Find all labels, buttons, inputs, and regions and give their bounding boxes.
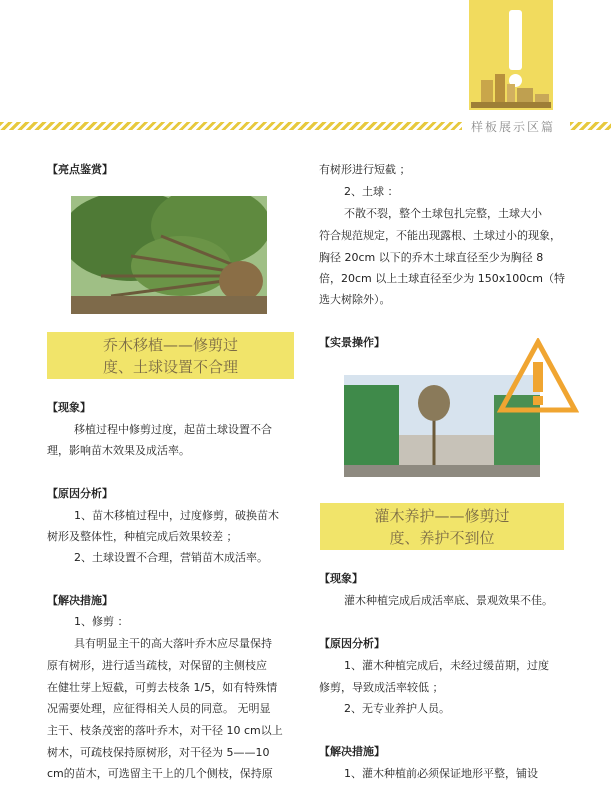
- solution-line: 在健壮芽上短截，可剪去枝条 1/5，如有特殊情: [47, 681, 278, 694]
- phenomenon-line: 移植过程中修剪过度，起苗土球设置不合: [74, 423, 272, 436]
- banner-line-1: 乔木移植——修剪过: [102, 335, 238, 354]
- solution-line: 树木，可疏枝保持原树形，对干径为 5——10: [47, 746, 270, 759]
- continued-line: 不散不裂，整个土球包扎完整，土球大小: [344, 207, 542, 220]
- continued-line: 倍，20cm 以上土球直径至少为 150x100cm（特: [319, 272, 566, 285]
- banner-line-2: 度、土球设置不合理: [102, 357, 238, 376]
- solution-heading: 【解决措施】: [319, 745, 385, 758]
- banner-line-1: 灌木养护——修剪过: [374, 506, 510, 525]
- continued-line: 胸径 20cm 以下的乔木土球直径至少为胸径 8: [319, 251, 544, 264]
- solution-line: 主干、枝条茂密的落叶乔木，对干径 10 cm以上: [47, 724, 283, 737]
- warning-icon: [497, 338, 579, 414]
- banner-shrub-maintenance: [320, 503, 564, 550]
- phenomenon-heading: 【现象】: [319, 572, 363, 585]
- continued-line: 2、土球 ：: [344, 185, 399, 198]
- practice-heading: 【实景操作】: [319, 336, 385, 349]
- solution-line: 具有明显主干的高大落叶乔木应尽量保持: [74, 637, 272, 650]
- city-skyline-image: [471, 72, 551, 108]
- section-title: 样板展示区篇: [471, 120, 556, 134]
- cause-line: 修剪，导致成活率较低 ；: [319, 681, 444, 694]
- solution-line: 原有树形，进行适当疏枝，对保留的主侧枝应: [47, 659, 267, 672]
- solution-line: 况需要处理，应征得相关人员的同意。 无明显: [47, 702, 271, 715]
- continued-line: 符合规范规定，不能出现露根、土球过小的现象，: [319, 229, 561, 242]
- cause-line: 2、土球设置不合理，营销苗木成活率。: [74, 551, 268, 564]
- solution-line: 1、灌木种植前必须保证地形平整，铺设: [344, 767, 538, 780]
- banner-line-2: 度、养护不到位: [389, 528, 495, 547]
- solution-line: 1、修剪 ：: [74, 615, 129, 628]
- solution-line: cm的苗木，可选留主干上的几个侧枝，保持原: [47, 767, 273, 780]
- cause-heading: 【原因分析】: [319, 637, 385, 650]
- cause-line: 1、灌木种植完成后，未经过缓苗期，过度: [344, 659, 549, 672]
- highlight-heading: 【亮点鉴赏】: [47, 163, 113, 176]
- banner-tree-transplant: [47, 332, 294, 379]
- cause-line: 树形及整体性，种植完成后效果较差 ；: [47, 530, 238, 543]
- cause-line: 1、苗木移植过程中，过度修剪，破换苗木: [74, 509, 279, 522]
- exclamation-icon: [509, 10, 522, 70]
- tree-transplant-photo: [71, 196, 267, 314]
- continued-line: 有树形进行短截 ；: [319, 163, 411, 176]
- continued-line: 选大树除外）。: [319, 293, 391, 306]
- phenomenon-line: 灌木种植完成后成活率底、景观效果不佳。: [344, 594, 553, 607]
- phenomenon-line: 理，影响苗木效果及成活率。: [47, 444, 190, 457]
- header-stripe-right: [570, 122, 611, 130]
- phenomenon-heading: 【现象】: [47, 401, 91, 414]
- cause-line: 2、无专业养护人员。: [344, 702, 450, 715]
- cause-heading: 【原因分析】: [47, 487, 113, 500]
- header-stripe-left: [0, 122, 462, 130]
- solution-heading: 【解决措施】: [47, 594, 113, 607]
